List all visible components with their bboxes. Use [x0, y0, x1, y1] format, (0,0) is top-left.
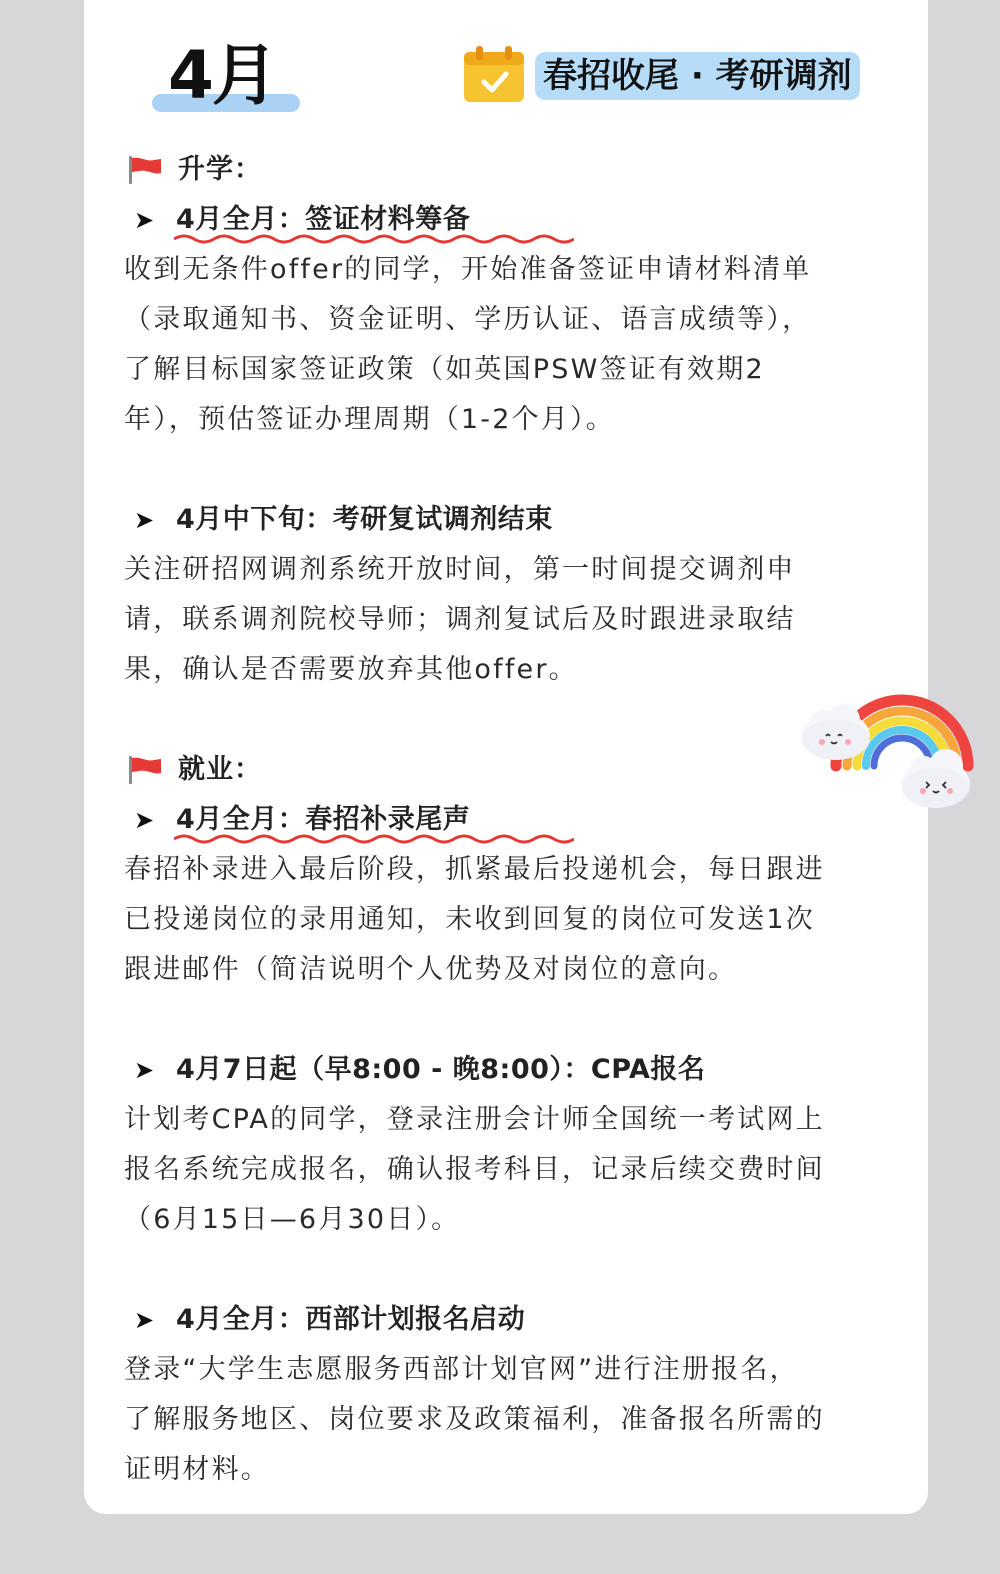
- paragraph-line: 了解服务地区、岗位要求及政策福利，准备报名所需的: [124, 1404, 825, 1435]
- item-title: [124, 795, 884, 845]
- item-title: [124, 495, 884, 545]
- paragraph-line: 收到无条件offer的同学，开始准备签证申请材料清单: [124, 254, 812, 285]
- header-tag: 春招收尾 · 考研调剂: [535, 52, 860, 100]
- paragraph-line: 已投递岗位的录用通知，未收到回复的岗位可发送1次: [124, 904, 815, 935]
- spacer: [124, 995, 884, 1045]
- paragraph-line: 跟进邮件（简洁说明个人优势及对岗位的意向。: [124, 954, 738, 985]
- month-title: 4月: [168, 37, 276, 114]
- red-flag-icon: [128, 156, 162, 184]
- arrow-bullet-icon: ➤: [134, 1306, 155, 1334]
- paragraph-line: 春招补录进入最后阶段，抓紧最后投递机会，每日跟进: [124, 854, 825, 885]
- spacer: [124, 1245, 884, 1295]
- paragraph-line: 计划考CPA的同学，登录注册会计师全国统一考试网上: [124, 1104, 825, 1135]
- arrow-bullet-icon: ➤: [134, 1056, 155, 1084]
- wavy-underline: [174, 833, 574, 845]
- paragraph-line: （录取通知书、资金证明、学历认证、语言成绩等），: [124, 304, 812, 335]
- rainbow-clouds-icon: [796, 670, 980, 820]
- item-title: [124, 1295, 884, 1345]
- paragraph-line: 证明材料。: [124, 1454, 270, 1485]
- paragraph-line: （6月15日—6月30日）。: [124, 1204, 461, 1235]
- red-flag-icon: [128, 756, 162, 784]
- section-heading-text: 就业：: [178, 754, 262, 785]
- paragraph-line: 关注研招网调剂系统开放时间，第一时间提交调剂申: [124, 554, 796, 585]
- arrow-bullet-icon: ➤: [134, 206, 155, 234]
- paragraph-line: 果，确认是否需要放弃其他offer。: [124, 654, 578, 685]
- arrow-bullet-icon: ➤: [134, 806, 155, 834]
- spacer: [124, 445, 884, 495]
- calendar-check-icon: [462, 44, 526, 104]
- content-body: [124, 145, 884, 1495]
- section-heading: [124, 145, 884, 195]
- item-title-text: 4月中下旬：考研复试调剂结束: [176, 504, 553, 535]
- section-heading-text: 升学：: [178, 154, 262, 185]
- month-title-block: [152, 36, 302, 116]
- paragraph-line: 了解目标国家签证政策（如英国PSW签证有效期2: [124, 354, 765, 385]
- paragraph-line: 请，联系调剂院校导师；调剂复试后及时跟进录取结: [124, 604, 796, 635]
- item-title-text: 4月全月：春招补录尾声: [176, 795, 470, 845]
- spacer: [124, 695, 884, 745]
- arrow-bullet-icon: ➤: [134, 506, 155, 534]
- item-title-text: 4月全月：签证材料筹备: [176, 195, 470, 245]
- paragraph-line: 年），预估签证办理周期（1-2个月）。: [124, 404, 615, 435]
- item-title-text: 4月全月：西部计划报名启动: [176, 1304, 526, 1335]
- item-title-text: 4月7日起（早8:00 - 晚8:00）：CPA报名: [176, 1054, 706, 1085]
- paragraph-line: 报名系统完成报名，确认报考科目，记录后续交费时间: [124, 1154, 825, 1185]
- item-title: [124, 195, 884, 245]
- wavy-underline: [174, 233, 574, 245]
- item-title: [124, 1045, 884, 1095]
- paragraph-line: 登录“大学生志愿服务西部计划官网”进行注册报名，: [124, 1354, 799, 1385]
- section-heading: [124, 745, 884, 795]
